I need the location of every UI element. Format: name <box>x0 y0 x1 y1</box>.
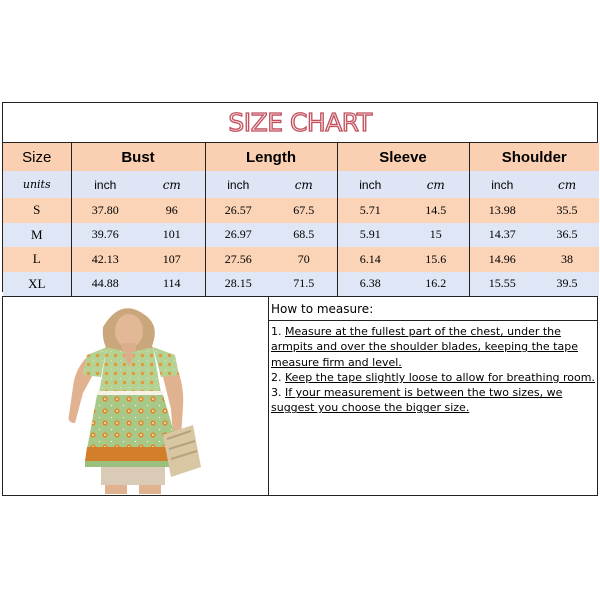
bust-inch: 42.13 <box>91 251 119 266</box>
size-table <box>3 143 599 296</box>
col-length: Length <box>205 143 337 171</box>
col-shoulder: Shoulder <box>501 148 567 166</box>
unit-inch: inch <box>227 177 250 192</box>
length-inch: 27.56 <box>224 251 252 266</box>
sleeve-cm: 14.5 <box>403 198 469 223</box>
size-chart <box>2 102 598 292</box>
measure-step <box>271 324 595 370</box>
header-row <box>3 143 599 171</box>
shoulder-inch: 15.55 <box>488 276 516 291</box>
size-cell: L <box>3 247 71 272</box>
sleeve-inch: 5.91 <box>359 227 381 242</box>
bust-inch: 37.80 <box>91 202 119 217</box>
shoulder-cm: 35.5 <box>556 202 578 217</box>
unit-cm: cm <box>403 171 469 198</box>
shoulder-inch: 13.98 <box>488 202 516 217</box>
sleeve-cm: 15 <box>403 223 469 248</box>
length-inch: 26.97 <box>224 227 252 242</box>
sleeve-inch: 5.71 <box>359 202 381 217</box>
chart-title-text: SIZE CHART <box>228 108 372 137</box>
sleeve-cm: 16.2 <box>403 272 469 297</box>
length-inch: 26.57 <box>224 202 252 217</box>
step-text: Measure at the fullest part of the chest, under the armpits and over the shoulder blades, keeping the tape measure firm and level. <box>271 325 578 369</box>
col-sleeve: Sleeve <box>337 143 469 171</box>
bust-cm: 101 <box>139 223 205 248</box>
step-number: 2. <box>271 370 285 384</box>
length-cm: 68.5 <box>271 223 337 248</box>
bust-inch: 44.88 <box>91 276 119 291</box>
step-text: If your measurement is between the two sizes, we suggest you choose the bigger size. <box>271 386 563 415</box>
col-size: Size <box>3 143 71 171</box>
unit-inch: inch <box>94 177 117 192</box>
unit-cm: cm <box>557 177 577 192</box>
units-row <box>3 171 599 198</box>
model-wearing-floral-top-icon <box>3 297 267 494</box>
how-to-measure <box>269 297 597 495</box>
step-text: Keep the tape slightly loose to allow for breathing room. <box>285 370 595 384</box>
unit-inch: inch <box>359 177 382 192</box>
shoulder-cm: 36.5 <box>556 227 578 242</box>
table-row <box>3 223 599 248</box>
step-number: 1. <box>271 325 285 338</box>
units-label: units <box>3 171 71 198</box>
size-cell: S <box>3 198 71 223</box>
shoulder-inch: 14.37 <box>488 227 516 242</box>
table-row <box>3 272 599 297</box>
measure-step <box>271 385 595 416</box>
shoulder-inch: 14.96 <box>488 251 516 266</box>
measure-step <box>271 370 595 385</box>
measure-section <box>2 296 598 496</box>
bust-inch: 39.76 <box>91 227 119 242</box>
unit-cm: cm <box>139 171 205 198</box>
shoulder-cm: 38 <box>561 251 574 266</box>
product-photo <box>3 297 269 495</box>
measure-instructions <box>269 321 597 416</box>
bust-cm: 114 <box>139 272 205 297</box>
bust-cm: 96 <box>139 198 205 223</box>
table-row <box>3 198 599 223</box>
sleeve-cm: 15.6 <box>403 247 469 272</box>
length-cm: 71.5 <box>271 272 337 297</box>
col-bust: Bust <box>71 143 205 171</box>
sleeve-inch: 6.38 <box>359 276 381 291</box>
step-number: 3. <box>271 386 285 400</box>
unit-inch: inch <box>491 177 514 192</box>
size-cell: XL <box>3 272 71 297</box>
length-cm: 67.5 <box>271 198 337 223</box>
size-cell: M <box>3 223 71 248</box>
unit-cm: cm <box>271 171 337 198</box>
length-inch: 28.15 <box>224 276 252 291</box>
length-cm: 70 <box>271 247 337 272</box>
sleeve-inch: 6.14 <box>359 251 381 266</box>
shoulder-cm: 39.5 <box>556 276 578 291</box>
table-row <box>3 247 599 272</box>
chart-title <box>3 103 597 143</box>
bust-cm: 107 <box>139 247 205 272</box>
measure-heading: How to measure: <box>269 297 597 321</box>
